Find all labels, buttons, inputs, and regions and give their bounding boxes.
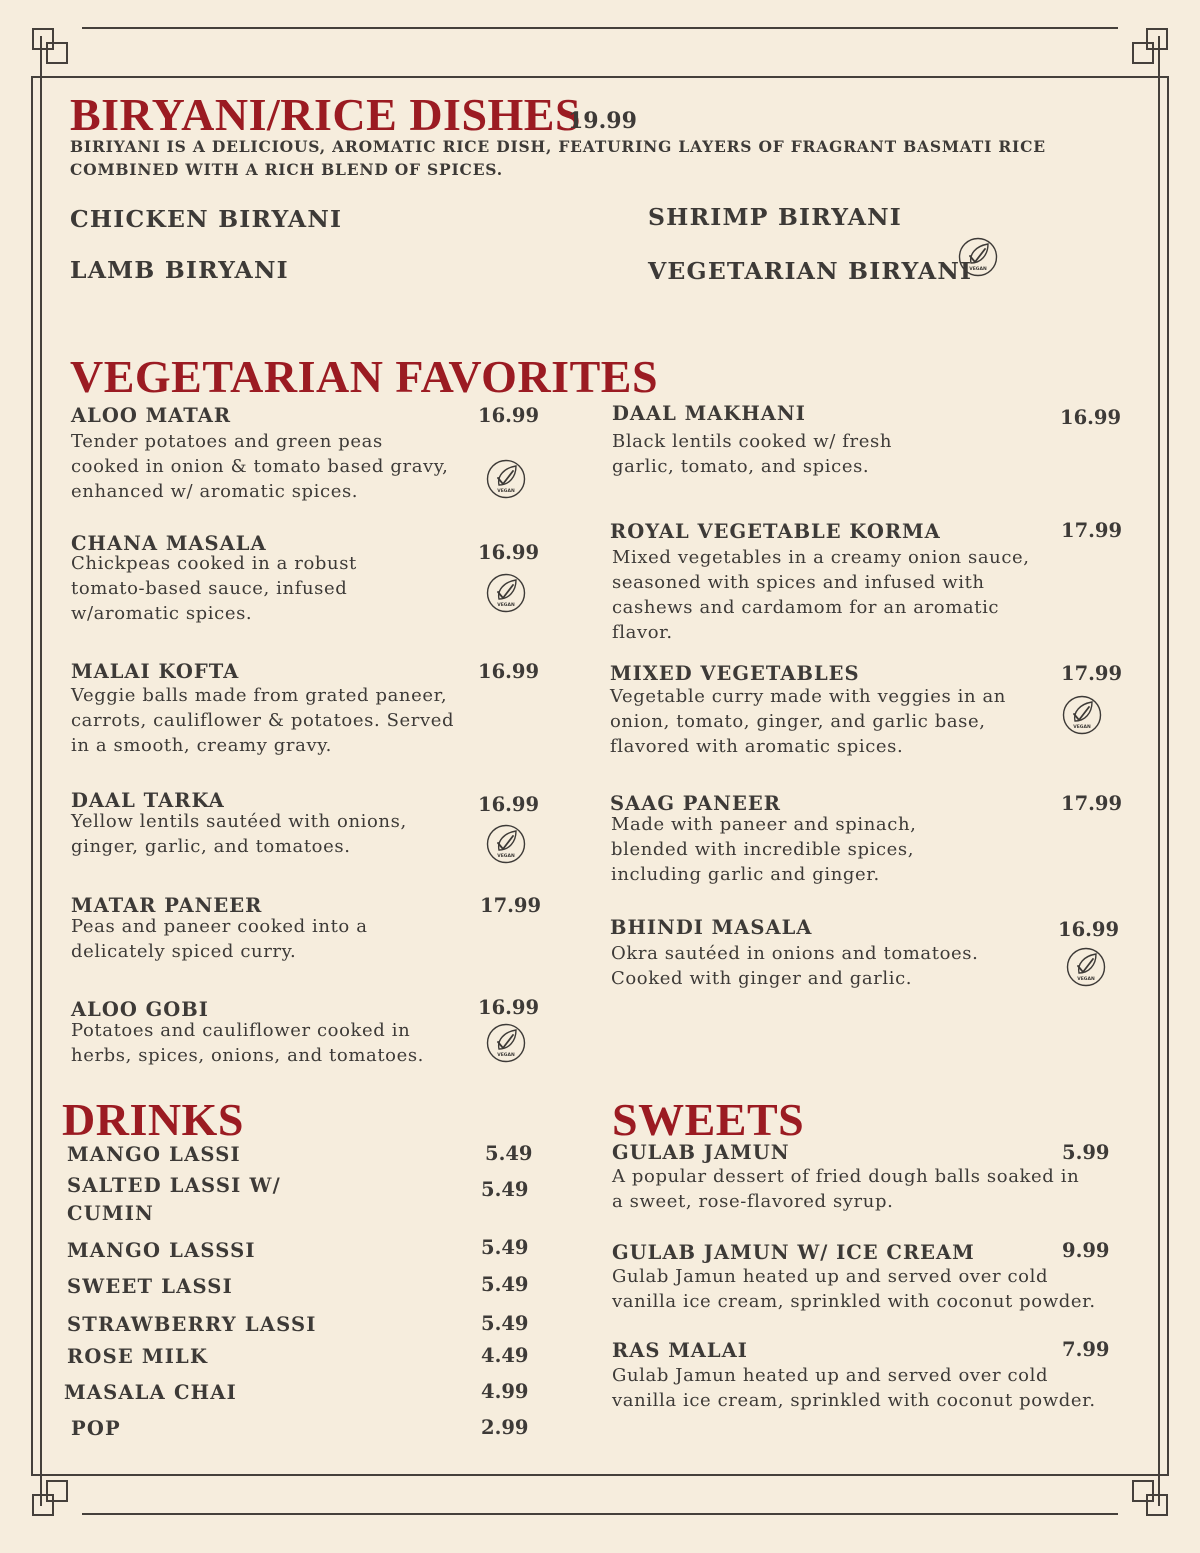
menu-item-description: Chickpeas cooked in a robust tomato-based sauce, infused w/aromatic spices. bbox=[71, 553, 357, 624]
drink-price: 2.99 bbox=[481, 1416, 529, 1439]
svg-text:VEGAN: VEGAN bbox=[497, 854, 515, 859]
sweets-section-title: SWEETS bbox=[612, 1094, 805, 1145]
biryani-item-lamb: LAMB BIRYANI bbox=[70, 256, 289, 284]
sweet-name: GULAB JAMUN bbox=[612, 1141, 790, 1164]
biryani-section-price: 19.99 bbox=[568, 108, 637, 134]
vegan-badge-icon bbox=[1061, 694, 1103, 736]
vegan-badge-icon bbox=[957, 236, 999, 278]
menu-item-description: Vegetable curry made with veggies in an onion, tomato, ginger, and garlic base, flavored with aromatic spices. bbox=[610, 686, 1007, 757]
menu-item-description: Made with paneer and spinach, blended with incredible spices, including garlic and ginger. bbox=[611, 814, 917, 885]
sweet-description: Gulab Jamun heated up and served over cold vanilla ice cream, sprinkled with coconut powder. bbox=[612, 1365, 1096, 1411]
menu-item-description: Tender potatoes and green peas cooked in onion & tomato based gravy, enhanced w/ aromatic spices. bbox=[71, 431, 449, 502]
biryani-item-vegetarian: VEGETARIAN BIRYANI bbox=[648, 257, 973, 285]
menu-item-name: ROYAL VEGETABLE KORMA bbox=[610, 520, 941, 543]
drink-price: 5.49 bbox=[485, 1142, 533, 1165]
corner-ornament-br bbox=[1132, 1480, 1168, 1516]
drink-name: STRAWBERRY LASSI bbox=[67, 1313, 317, 1336]
vegan-badge-icon bbox=[485, 823, 527, 865]
drink-name: MANGO LASSSI bbox=[67, 1239, 256, 1262]
menu-item-price: 17.99 bbox=[1061, 792, 1123, 815]
menu-item-name: BHINDI MASALA bbox=[610, 916, 813, 939]
menu-item-price: 16.99 bbox=[478, 793, 540, 816]
drink-price: 5.49 bbox=[481, 1178, 529, 1201]
menu-item-price: 17.99 bbox=[1061, 662, 1123, 685]
menu-item-name: DAAL TARKA bbox=[71, 789, 225, 812]
sweet-description: A popular dessert of fried dough balls soaked in a sweet, rose-flavored syrup. bbox=[612, 1166, 1080, 1212]
sweet-name: GULAB JAMUN W/ ICE CREAM bbox=[612, 1241, 975, 1264]
vegan-badge-icon bbox=[1065, 946, 1107, 988]
svg-text:VEGAN: VEGAN bbox=[1077, 977, 1095, 982]
sweet-name: RAS MALAI bbox=[612, 1339, 748, 1362]
menu-item-name: MALAI KOFTA bbox=[71, 660, 240, 683]
menu-item-description: Okra sautéed in onions and tomatoes. Cooked with ginger and garlic. bbox=[611, 943, 979, 989]
vegan-badge-icon bbox=[485, 572, 527, 614]
menu-item-description: Veggie balls made from grated paneer, carrots, cauliflower & potatoes. Served in a smooth, creamy gravy. bbox=[71, 685, 455, 756]
sweet-price: 7.99 bbox=[1062, 1338, 1110, 1361]
drink-price: 4.49 bbox=[481, 1344, 529, 1367]
menu-item-description: Potatoes and cauliflower cooked in herbs, spices, onions, and tomatoes. bbox=[71, 1020, 425, 1066]
menu-item-price: 16.99 bbox=[1058, 918, 1120, 941]
menu-item-name: DAAL MAKHANI bbox=[612, 402, 806, 425]
menu-item-price: 17.99 bbox=[480, 894, 542, 917]
menu-item-description: Peas and paneer cooked into a delicately spiced curry. bbox=[71, 916, 368, 962]
corner-ornament-tr bbox=[1132, 28, 1168, 64]
menu-item-name: CHANA MASALA bbox=[71, 532, 267, 555]
svg-text:VEGAN: VEGAN bbox=[969, 267, 987, 272]
drink-name: SALTED LASSI W/ CUMIN bbox=[67, 1174, 281, 1225]
menu-item-name: MATAR PANEER bbox=[71, 894, 263, 917]
vegetarian-section-title: VEGETARIAN FAVORITES bbox=[70, 351, 659, 402]
biryani-description: BIRIYANI IS A DELICIOUS, AROMATIC RICE DISH, FEATURING LAYERS OF FRAGRANT BASMATI RICE COMBINED WITH A RICH BLEND OF SPICES. bbox=[70, 137, 1046, 179]
corner-ornament-bl bbox=[32, 1480, 68, 1516]
svg-text:VEGAN: VEGAN bbox=[497, 603, 515, 608]
menu-item-price: 16.99 bbox=[478, 996, 540, 1019]
menu-item-name: SAAG PANEER bbox=[610, 792, 781, 815]
menu-item-description: Mixed vegetables in a creamy onion sauce, seasoned with spices and infused with cashews and cardamom for an aromatic flavor. bbox=[612, 547, 1030, 643]
svg-text:VEGAN: VEGAN bbox=[497, 1053, 515, 1058]
drink-price: 5.49 bbox=[481, 1236, 529, 1259]
menu-item-price: 17.99 bbox=[1061, 519, 1123, 542]
menu-item-description: Black lentils cooked w/ fresh garlic, tomato, and spices. bbox=[612, 431, 893, 477]
sweet-price: 5.99 bbox=[1062, 1141, 1110, 1164]
menu-item-price: 16.99 bbox=[1060, 406, 1122, 429]
svg-text:VEGAN: VEGAN bbox=[497, 489, 515, 494]
menu-item-name: ALOO MATAR bbox=[71, 404, 232, 427]
drink-price: 5.49 bbox=[481, 1312, 529, 1335]
vegan-badge-icon bbox=[485, 1022, 527, 1064]
biryani-item-shrimp: SHRIMP BIRYANI bbox=[648, 203, 903, 231]
drink-name: ROSE MILK bbox=[67, 1345, 209, 1368]
menu-item-price: 16.99 bbox=[478, 660, 540, 683]
biryani-item-chicken: CHICKEN BIRYANI bbox=[70, 205, 343, 233]
sweet-price: 9.99 bbox=[1062, 1239, 1110, 1262]
svg-text:VEGAN: VEGAN bbox=[1073, 725, 1091, 730]
drink-name: POP bbox=[71, 1417, 121, 1440]
drink-price: 5.49 bbox=[481, 1273, 529, 1296]
drink-name: SWEET LASSI bbox=[67, 1275, 233, 1298]
menu-item-price: 16.99 bbox=[478, 404, 540, 427]
corner-ornament-tl bbox=[32, 28, 68, 64]
menu-item-price: 16.99 bbox=[478, 541, 540, 564]
drink-price: 4.99 bbox=[481, 1380, 529, 1403]
biryani-section-title: BIRYANI/RICE DISHES bbox=[70, 89, 582, 140]
drink-name: MANGO LASSI bbox=[67, 1143, 241, 1166]
vegan-badge-icon bbox=[485, 458, 527, 500]
menu-item-description: Yellow lentils sautéed with onions, ginger, garlic, and tomatoes. bbox=[71, 811, 407, 857]
sweet-description: Gulab Jamun heated up and served over cold vanilla ice cream, sprinkled with coconut powder. bbox=[612, 1266, 1096, 1312]
menu-item-name: ALOO GOBI bbox=[71, 998, 209, 1021]
menu-item-name: MIXED VEGETABLES bbox=[610, 662, 860, 685]
drink-name: MASALA CHAI bbox=[64, 1381, 237, 1404]
drinks-section-title: DRINKS bbox=[62, 1094, 244, 1145]
